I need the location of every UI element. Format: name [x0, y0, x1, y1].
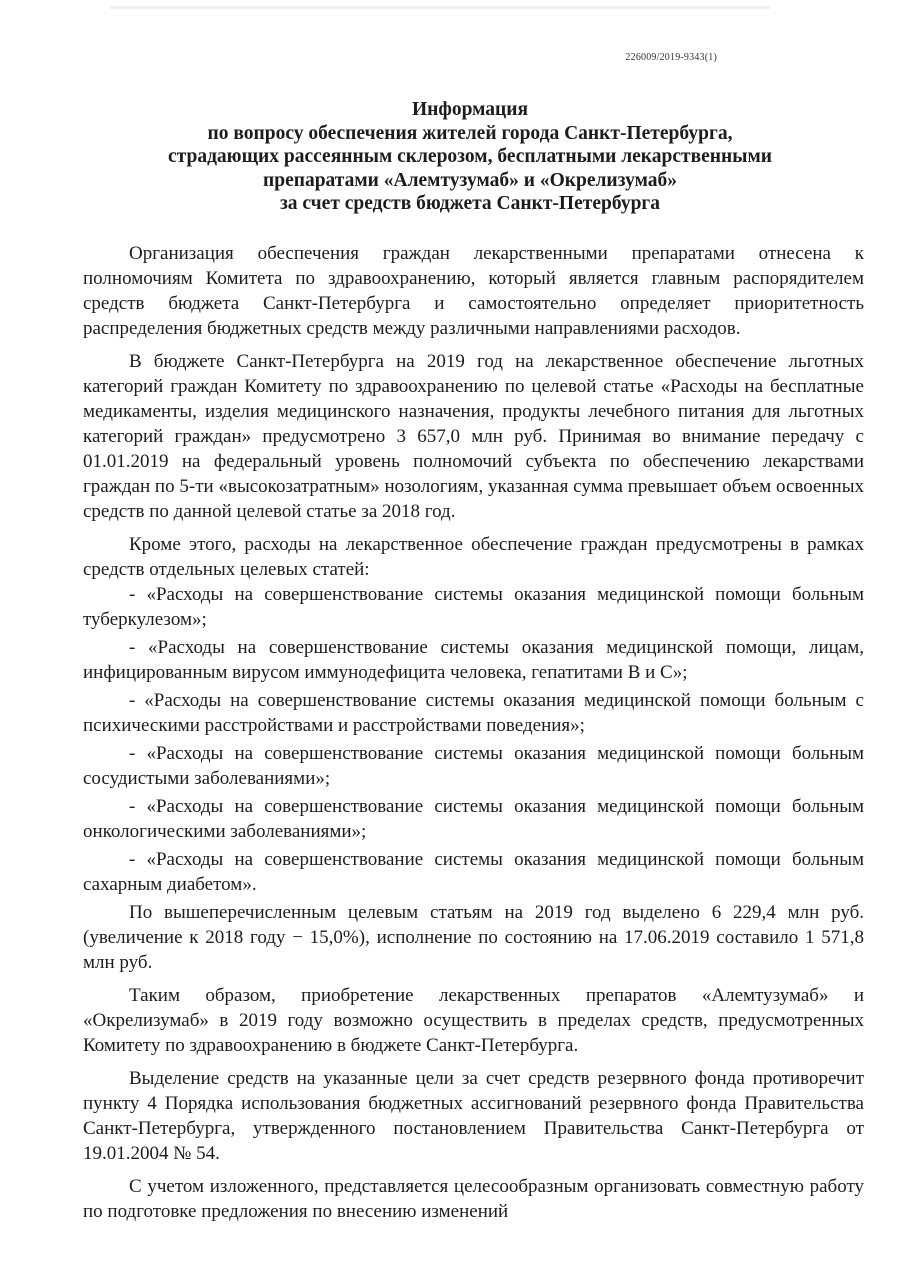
paragraph: В бюджете Санкт-Петербурга на 2019 год на лекарственное обеспечение льготных категорий граждан Комитету по здравоохранению по целевой статье «Расходы на бесплатные медикаменты, изделия медицинского назначения, продукты лечебного питания для льготных категорий граждан» предусмотрено 3 657,0 млн руб. Принимая во внимание передачу с 01.01.2019 на федеральный уровень полномочий субъекта по обеспечению лекарствами граждан по 5-ти «высокозатратным» нозологиям, указанная сумма превышает объем освоенных средств по данной целевой статье за 2018 год.	[83, 351, 864, 522]
list-item: - «Расходы на совершенствование системы оказания медицинской помощи больным сосудистыми заболеваниями»;	[83, 743, 864, 789]
list-item: - «Расходы на совершенствование системы оказания медицинской помощи, лицам, инфицированным вирусом иммунодефицита человека, гепатитами В и С»;	[83, 637, 864, 683]
document-reference-number: 226009/2019-9343(1)	[625, 52, 717, 63]
paragraph: Таким образом, приобретение лекарственных препаратов «Алемтузумаб» и «Окрелизумаб» в 2019 году возможно осуществить в пределах средств, предусмотренных Комитету по здравоохранению в бюджете Санкт-Петербурга.	[83, 985, 864, 1056]
list-item: - «Расходы на совершенствование системы оказания медицинской помощи больным сахарным диабетом».	[83, 849, 864, 895]
paragraph: Кроме этого, расходы на лекарственное обеспечение граждан предусмотрены в рамках средств отдельных целевых статей:	[83, 534, 864, 580]
paragraph: Выделение средств на указанные цели за счет средств резервного фонда противоречит пункту 4 Порядка использования бюджетных ассигнований резервного фонда Правительства Санкт-Петербурга, утвержденного постановлением Правительства Санкт-Петербурга от 19.01.2004 № 54.	[83, 1068, 864, 1164]
title-line: Информация	[411, 99, 529, 120]
document-body	[83, 241, 864, 1232]
list-item: - «Расходы на совершенствование системы оказания медицинской помощи больным онкологическими заболеваниями»;	[83, 796, 864, 842]
title-line: страдающих рассеянным склерозом, бесплатными лекарственными	[168, 146, 772, 167]
list-item: - «Расходы на совершенствование системы оказания медицинской помощи больным туберкулезом»;	[83, 584, 864, 630]
paragraph: По вышеперечисленным целевым статьям на 2019 год выделено 6 229,4 млн руб. (увеличение к 2018 году − 15,0%), исполнение по состоянию на 17.06.2019 составило 1 571,8 млн руб.	[83, 902, 864, 973]
title-line: препаратами «Алемтузумаб» и «Окрелизумаб»	[262, 169, 677, 191]
paragraph: Организация обеспечения граждан лекарственными препаратами отнесена к полномочиям Комитета по здравоохранению, который является главным распорядителем средств бюджета Санкт-Петербурга и самостоятельно определяет приоритетность распределения бюджетных средств между различными направлениями расходов.	[83, 243, 864, 339]
title-line: по вопросу обеспечения жителей города Санкт-Петербурга,	[207, 122, 733, 144]
title-line: за счет средств бюджета Санкт-Петербурга	[279, 193, 661, 214]
list-item: - «Расходы на совершенствование системы оказания медицинской помощи больным с психическими расстройствами и расстройствами поведения»;	[83, 690, 864, 736]
paragraph: С учетом изложенного, представляется целесообразным организовать совместную работу по подготовке предложения по внесению изменений	[83, 1176, 864, 1222]
document-title	[80, 98, 860, 216]
scan-artifact	[110, 6, 770, 9]
